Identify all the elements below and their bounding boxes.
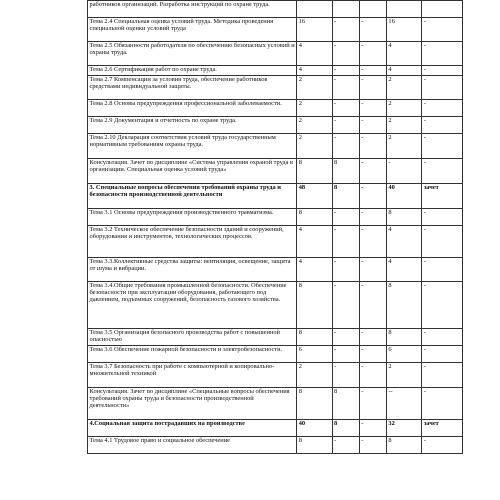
assessment-form-cell: - <box>422 388 463 420</box>
topic-cell: Тема 2.6 Сертификация работ по охране труда. <box>88 66 297 76</box>
assessment-form-cell: - <box>422 117 463 134</box>
table-row <box>88 100 463 117</box>
self-study-hours-cell: 8 <box>386 437 421 454</box>
total-hours-cell: 40 <box>297 420 332 437</box>
total-hours-cell: 2 <box>297 134 332 159</box>
assessment-form-cell: - <box>422 42 463 66</box>
table-row <box>88 18 463 42</box>
total-hours-cell: 6 <box>297 346 332 363</box>
self-study-hours-cell: 2 <box>386 134 421 159</box>
topic-cell: Тема 2.8 Основы предупреждения профессиональной заболеваемости. <box>88 100 297 117</box>
self-study-hours-cell: 2 <box>386 117 421 134</box>
topic-cell: Тема 2.7 Компенсации за условия труда, обеспечение работников средствами индивидуальной защиты. <box>88 76 297 100</box>
total-hours-cell: 4 <box>297 42 332 66</box>
topic-cell: Тема 3.6 Обеспечение пожарной безопасности и электробезопасности. <box>88 346 297 363</box>
self-study-hours-cell: -- <box>386 388 421 420</box>
practice-hours-cell: - <box>359 420 386 437</box>
assessment-form-cell: - <box>422 159 463 184</box>
curriculum-table <box>87 0 463 454</box>
lecture-hours-cell: - <box>332 76 359 100</box>
total-hours-cell: 48 <box>297 184 332 209</box>
section-row <box>88 184 463 209</box>
lecture-hours-cell: - <box>332 346 359 363</box>
self-study-hours-cell: - <box>386 159 421 184</box>
table-body <box>88 1 463 454</box>
lecture-hours-cell: - <box>332 226 359 258</box>
table-row <box>88 134 463 159</box>
lecture-hours-cell: - <box>332 134 359 159</box>
self-study-hours-cell: 4 <box>386 66 421 76</box>
practice-hours-cell: - <box>359 437 386 454</box>
lecture-hours-cell: - <box>332 363 359 388</box>
practice-hours-cell: - <box>359 329 386 346</box>
topic-cell: Консультация. Зачет по дисциплине «Специальные вопросы обеспечения требований охраны труда и безопасности производственной деятельности» <box>88 388 297 420</box>
total-hours-cell: 8 <box>297 437 332 454</box>
lecture-hours-cell <box>332 1 359 18</box>
total-hours-cell: 8 <box>297 159 332 184</box>
total-hours-cell: 4 <box>297 258 332 282</box>
practice-hours-cell: - <box>359 159 386 184</box>
table-row <box>88 388 463 420</box>
self-study-hours-cell: 4 <box>386 42 421 66</box>
practice-hours-cell: - <box>359 346 386 363</box>
assessment-form-cell: - <box>422 134 463 159</box>
topic-cell: Тема 3.5 Организация безопасного производства работ с повышенной опасностью <box>88 329 297 346</box>
assessment-form-cell <box>422 1 463 18</box>
practice-hours-cell: - <box>359 388 386 420</box>
lecture-hours-cell: - <box>332 258 359 282</box>
self-study-hours-cell: 16 <box>386 18 421 42</box>
table-row <box>88 437 463 454</box>
topic-cell: Тема 3.1 Основы предупреждения производственного травматизма. <box>88 209 297 226</box>
self-study-hours-cell: 8 <box>386 209 421 226</box>
table-row <box>88 1 463 18</box>
assessment-form-cell: - <box>422 329 463 346</box>
assessment-form-cell: - <box>422 209 463 226</box>
total-hours-cell: 8 <box>297 282 332 329</box>
lecture-hours-cell: - <box>332 437 359 454</box>
lecture-hours-cell: - <box>332 100 359 117</box>
practice-hours-cell: - <box>359 363 386 388</box>
table-row <box>88 42 463 66</box>
total-hours-cell: 8 <box>297 388 332 420</box>
table-row <box>88 117 463 134</box>
table-row <box>88 329 463 346</box>
topic-cell: Тема 2.9 Документация и отчетность по охране труда. <box>88 117 297 134</box>
self-study-hours-cell: 2 <box>386 363 421 388</box>
lecture-hours-cell: - <box>332 18 359 42</box>
lecture-hours-cell: - <box>332 42 359 66</box>
section-row <box>88 420 463 437</box>
assessment-form-cell: - <box>422 346 463 363</box>
assessment-form-cell: - <box>422 226 463 258</box>
self-study-hours-cell: 40 <box>386 184 421 209</box>
practice-hours-cell: - <box>359 209 386 226</box>
topic-cell: Тема 4.1 Трудовое право и социальное обеспечение <box>88 437 297 454</box>
assessment-form-cell: - <box>422 282 463 329</box>
assessment-form-cell: - <box>422 66 463 76</box>
table-row <box>88 66 463 76</box>
lecture-hours-cell: - <box>332 117 359 134</box>
lecture-hours-cell: 8 <box>332 184 359 209</box>
assessment-form-cell: - <box>422 437 463 454</box>
practice-hours-cell: - <box>359 258 386 282</box>
total-hours-cell <box>297 1 332 18</box>
practice-hours-cell: - <box>359 117 386 134</box>
assessment-form-cell: зачет <box>422 184 463 209</box>
practice-hours-cell: - <box>359 66 386 76</box>
assessment-form-cell: зачет <box>422 420 463 437</box>
self-study-hours-cell: 2 <box>386 76 421 100</box>
total-hours-cell: 16 <box>297 18 332 42</box>
lecture-hours-cell: - <box>332 282 359 329</box>
table-row <box>88 258 463 282</box>
total-hours-cell: 8 <box>297 329 332 346</box>
assessment-form-cell: - <box>422 363 463 388</box>
lecture-hours-cell: 8 <box>332 420 359 437</box>
table-row <box>88 159 463 184</box>
topic-cell: Тема 2.5 Обязанности работодателя по обеспечению безопасных условий и охраны труда. <box>88 42 297 66</box>
topic-cell: Тема 3.2 Техническое обеспечение безопасности зданий и сооружений, оборудования и инструментов, технологических процессов. <box>88 226 297 258</box>
topic-cell: Тема 2.10 Декларация соответствия условий труда государственным нормативным требованиям охраны труда. <box>88 134 297 159</box>
table-row <box>88 282 463 329</box>
total-hours-cell: 4 <box>297 66 332 76</box>
total-hours-cell: 2 <box>297 117 332 134</box>
assessment-form-cell: - <box>422 258 463 282</box>
topic-cell: Тема 3.4.Общие требования промышленной безопасности. Обеспечение безопасности при эксплуатации оборудования, работающего под давлением, подъемных сооружений, безопасность газового хозяйства. <box>88 282 297 329</box>
total-hours-cell: 2 <box>297 100 332 117</box>
self-study-hours-cell: 6 <box>386 346 421 363</box>
practice-hours-cell: - <box>359 42 386 66</box>
practice-hours-cell: - <box>359 18 386 42</box>
self-study-hours-cell: 4 <box>386 258 421 282</box>
table-row <box>88 226 463 258</box>
practice-hours-cell: - <box>359 226 386 258</box>
practice-hours-cell: - <box>359 134 386 159</box>
lecture-hours-cell: - <box>332 209 359 226</box>
lecture-hours-cell: - <box>332 329 359 346</box>
practice-hours-cell: - <box>359 100 386 117</box>
practice-hours-cell: - <box>359 184 386 209</box>
self-study-hours-cell: 8 <box>386 282 421 329</box>
lecture-hours-cell: 8 <box>332 159 359 184</box>
table-row <box>88 346 463 363</box>
topic-cell: Тема 3.7 Безопасность при работе с компьютерной и копировально-множительной техникой <box>88 363 297 388</box>
topic-cell: Тема 3.3.Коллективные средства защиты: вентиляция, освещение, защита от шума и вибрации. <box>88 258 297 282</box>
table-row <box>88 363 463 388</box>
practice-hours-cell <box>359 1 386 18</box>
assessment-form-cell: - <box>422 76 463 100</box>
total-hours-cell: 8 <box>297 209 332 226</box>
practice-hours-cell: - <box>359 76 386 100</box>
lecture-hours-cell: 8 <box>332 388 359 420</box>
topic-cell: 3. Специальные вопросы обеспечения требований охраны труда и безопасности производственной деятельности <box>88 184 297 209</box>
practice-hours-cell: - <box>359 282 386 329</box>
table-row <box>88 76 463 100</box>
topic-cell: Тема 2.4 Специальная оценка условий труда. Методика проведения специальной оценки условий труда <box>88 18 297 42</box>
total-hours-cell: 2 <box>297 76 332 100</box>
topic-cell: 4.Социальная защита пострадавших на производстве <box>88 420 297 437</box>
topic-cell: Консультация. Зачет по дисциплине «Система управления охраной труда в организации. Специальная оценка условий труда» <box>88 159 297 184</box>
self-study-hours-cell: 4 <box>386 226 421 258</box>
total-hours-cell: 4 <box>297 226 332 258</box>
self-study-hours-cell: 32 <box>386 420 421 437</box>
self-study-hours-cell: 2 <box>386 100 421 117</box>
table-row <box>88 209 463 226</box>
self-study-hours-cell: 8 <box>386 329 421 346</box>
assessment-form-cell: - <box>422 100 463 117</box>
self-study-hours-cell <box>386 1 421 18</box>
assessment-form-cell: - <box>422 18 463 42</box>
total-hours-cell: 2 <box>297 363 332 388</box>
lecture-hours-cell: - <box>332 66 359 76</box>
topic-cell: работников организаций. Разработка инструкций по охране труда. <box>88 1 297 18</box>
